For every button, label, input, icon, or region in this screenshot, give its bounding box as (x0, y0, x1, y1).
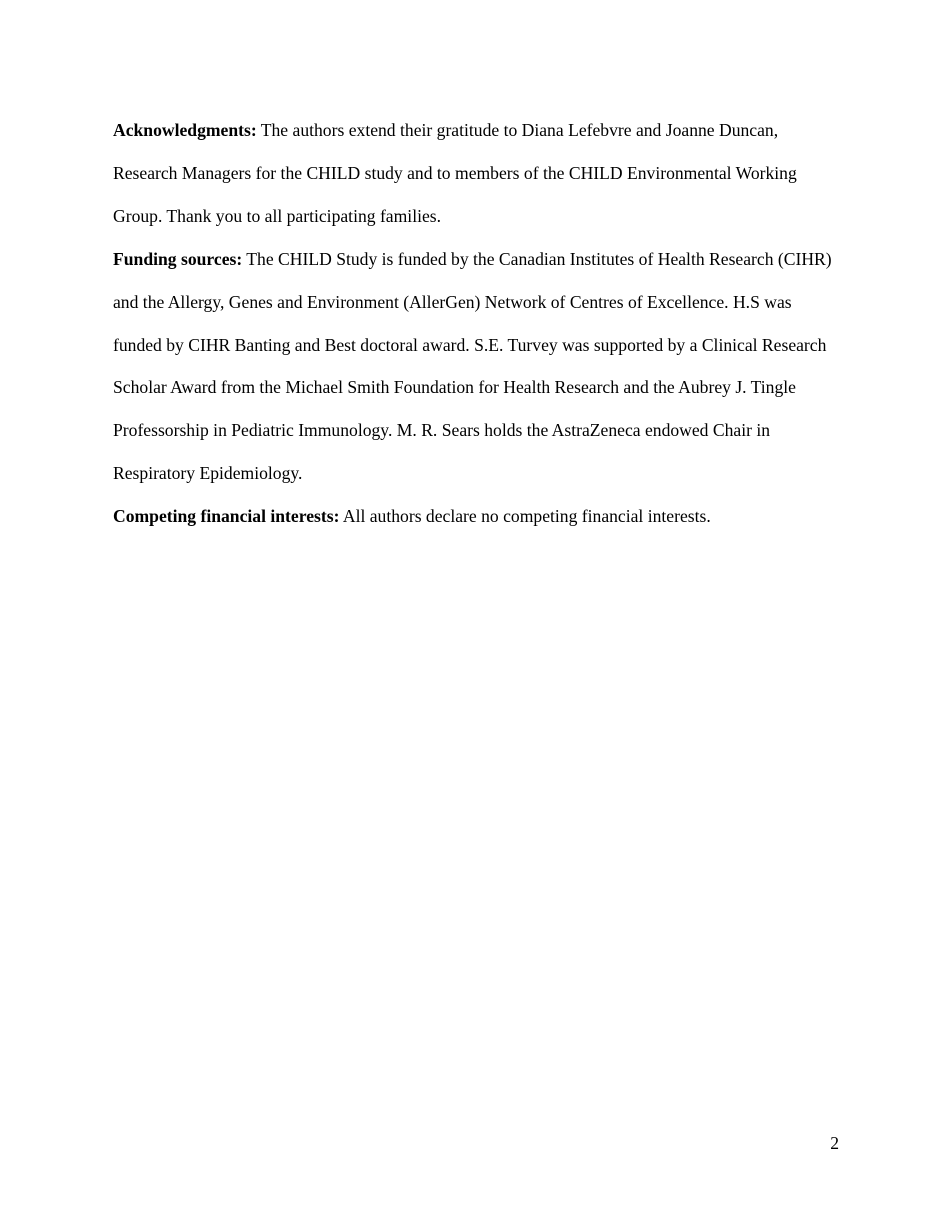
competing-interests-label: Competing financial interests: (113, 506, 340, 527)
body-text (113, 109, 843, 538)
acknowledgments-paragraph (113, 109, 843, 238)
page-number: 2 (830, 1133, 839, 1153)
acknowledgments-label: Acknowledgments: (113, 120, 257, 140)
funding-sources-paragraph (113, 238, 843, 495)
competing-interests-text: All authors declare no competing financial interests. (339, 506, 711, 527)
competing-interests-paragraph (113, 495, 843, 538)
acknowledgments-text: The authors extend their gratitude to Diana Lefebvre and Joanne Duncan, Research Managers for the CHILD study and to members of the CHILD Environmental Working Group. Thank you to all participating families. (113, 120, 797, 226)
funding-sources-label: Funding sources: (113, 248, 243, 269)
funding-sources-text: The CHILD Study is funded by the Canadian Institutes of Health Research (CIHR) and the Allergy, Genes and Environment (AllerGen) Network of Centres of Excellence. H.S was funded by CIHR Banting and Best doctoral award. S.E. Turvey was supported by a Clinical Research Scholar Award from the Michael Smith Foundation for Health Research and the Aubrey J. Tingle Professorship in Pediatric Immunology. M. R. Sears holds the AstraZeneca endowed Chair in Respiratory Epidemiology. (113, 248, 832, 484)
